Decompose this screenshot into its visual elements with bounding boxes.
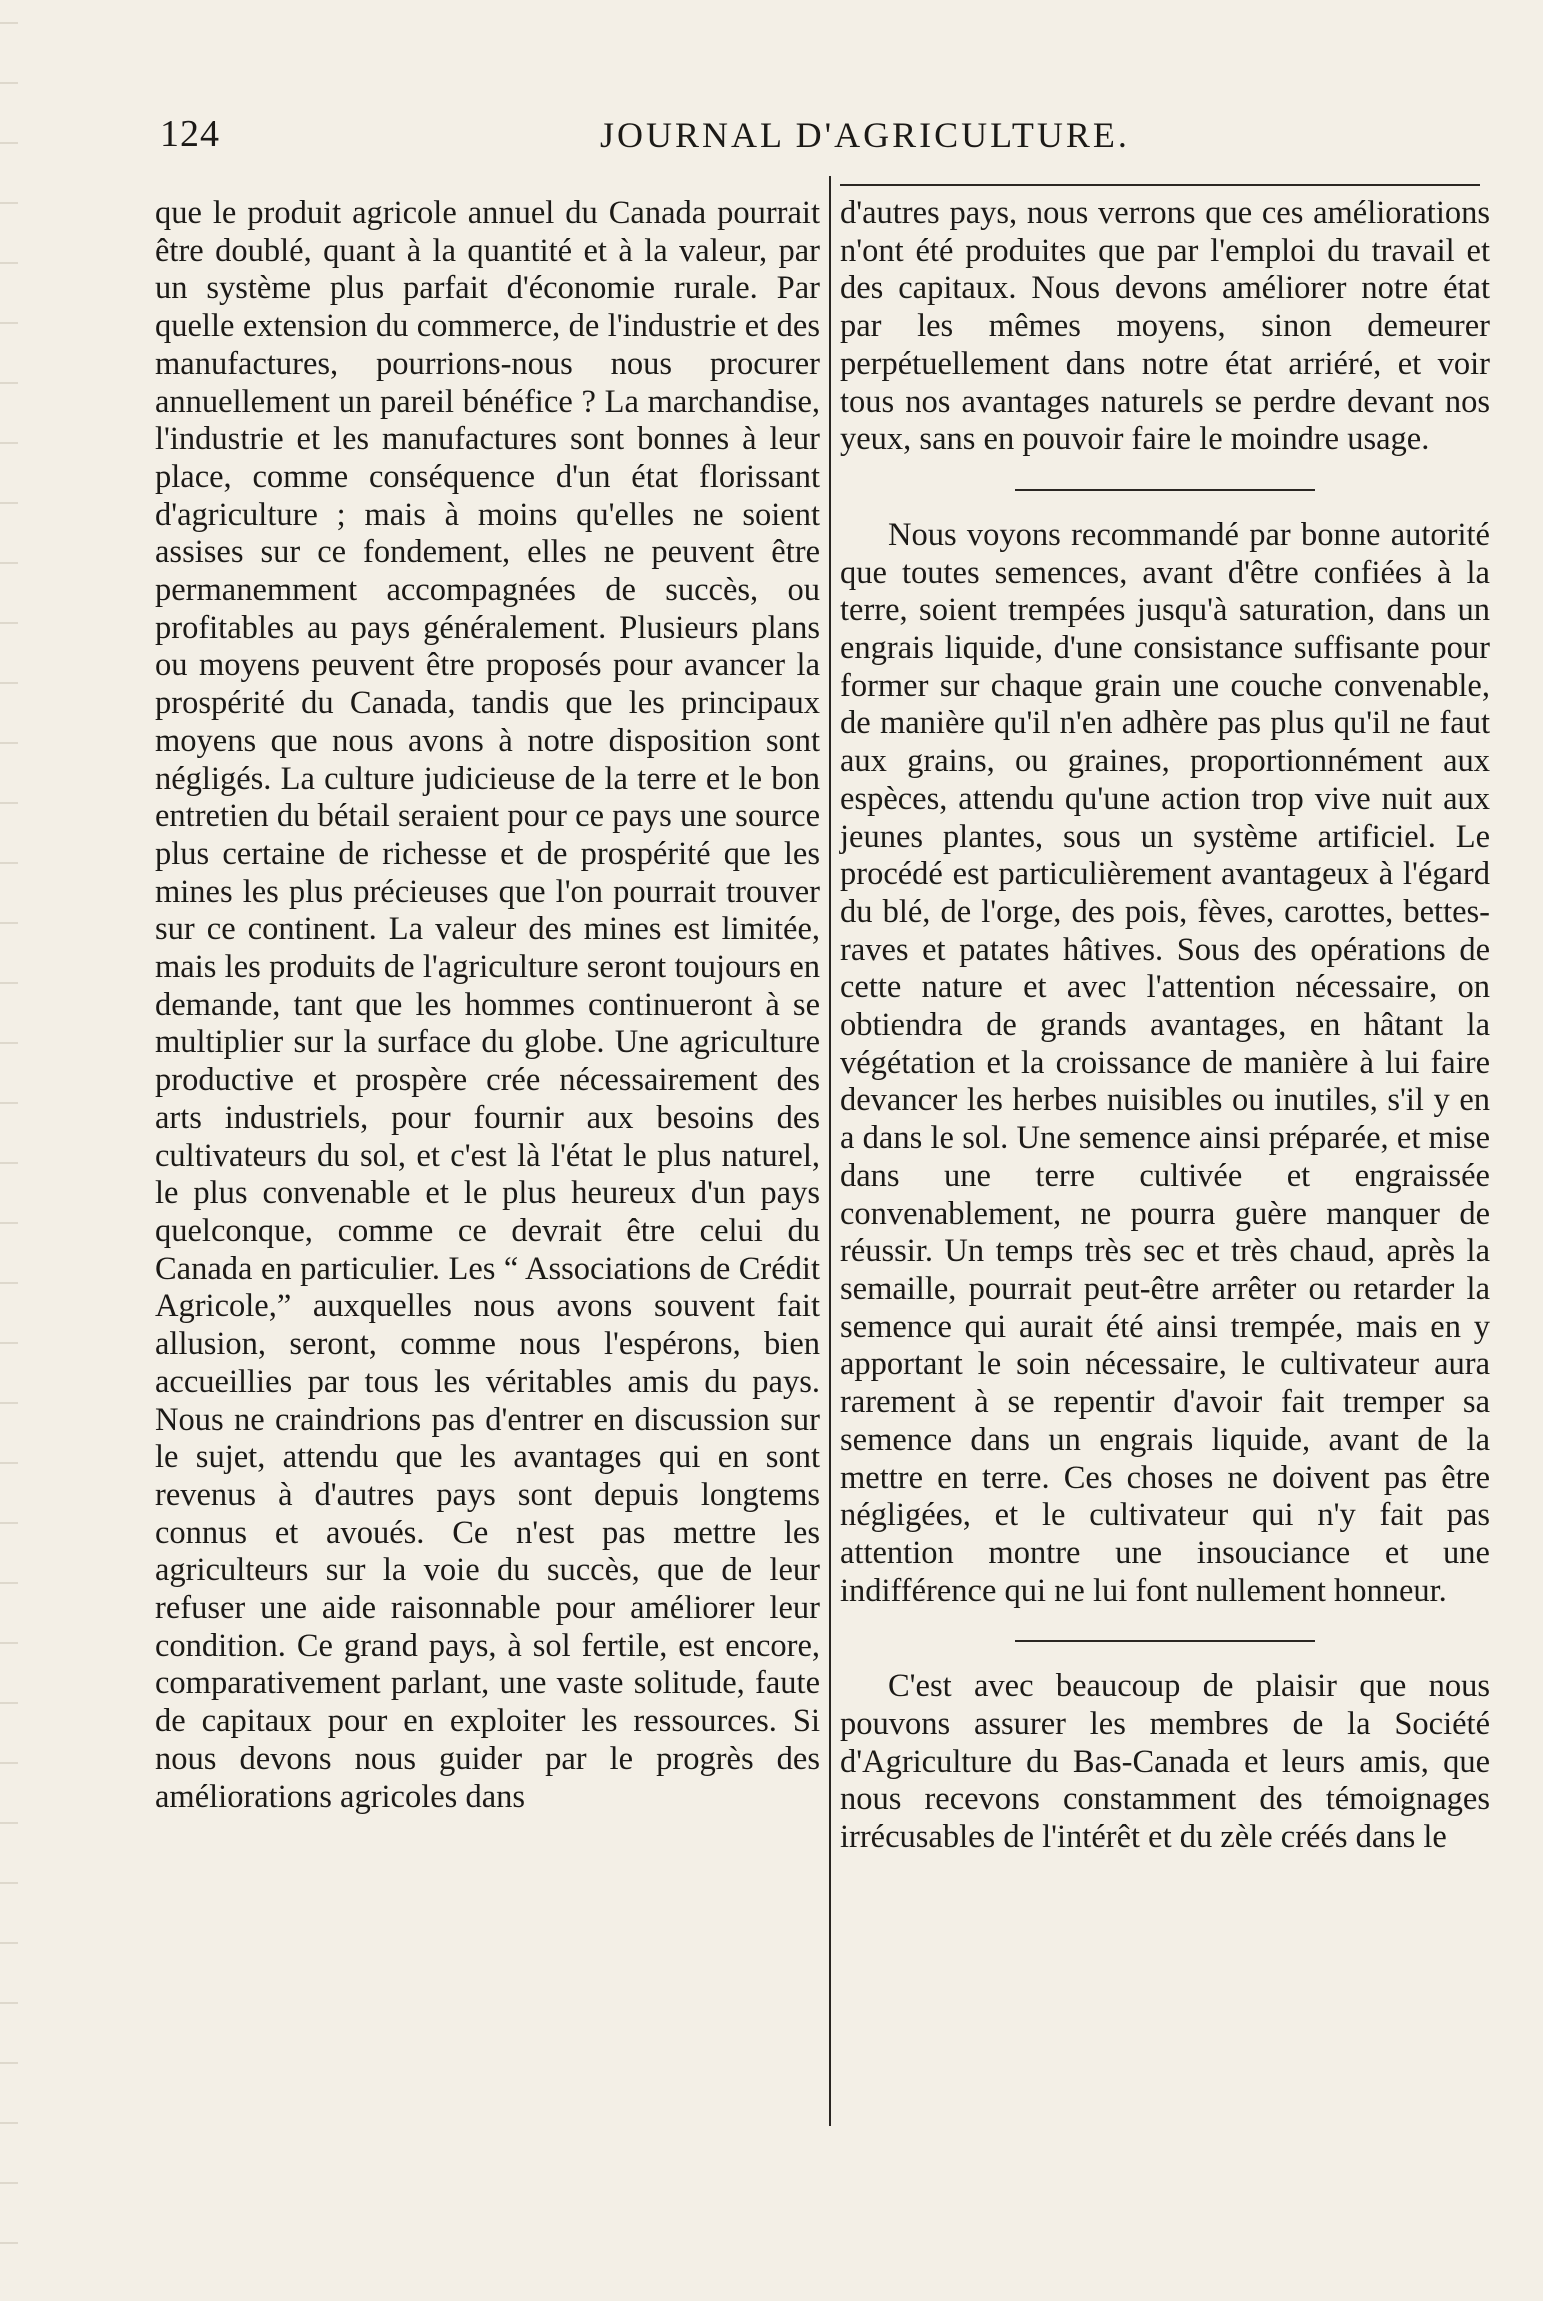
section-rule-2: [1015, 1640, 1315, 1642]
header-rule: [840, 184, 1480, 186]
column-divider: [829, 176, 831, 2126]
left-paragraph-1: que le produit agricole annuel du Canada pourrait être doublé, quant à la quantité et à la valeur, par un système plus parfait d'économie rurale. Par quelle extension du commerce, de l'industrie et des manufactures, pourrions-nous nous procurer annuellement un pareil bénéfice ? La marchandise, l'industrie et les manufactures sont bonnes à leur place, comme conséquence d'un état florissant d'agriculture ; mais à moins qu'elles ne soient assises sur ce fondement, elles ne peuvent être permanemment accompagnées de succès, ou profitables au pays généralement. Plusieurs plans ou moyens peuvent être proposés pour avancer la prospérité du Canada, tandis que les principaux moyens que nous avons à notre disposition sont négligés. La culture judicieuse de la terre et le bon entretien du bétail seraient pour ce pays une source plus certaine de richesse et de prospérité que les mines les plus précieuses que l'on pourrait trouver sur ce continent. La valeur des mines est limitée, mais les produits de l'agriculture seront toujours en demande, tant que les hommes continueront à se multiplier sur la surface du globe. Une agriculture productive et prospère crée nécessairement des arts industriels, pour fournir aux besoins des cultivateurs du sol, et c'est là l'état le plus naturel, le plus convenable et le plus heureux d'un pays quelconque, comme ce devrait être celui du Canada en particulier. Les “ Associations de Crédit Agricole,” auxquelles nous avons souvent fait allusion, seront, comme nous l'espérons, bien accueillies par tous les véritables amis du pays. Nous ne craindrions pas d'entrer en discussion sur le sujet, attendu que les avantages qui en sont revenus à d'autres pays sont depuis longtems connus et avoués. Ce n'est pas mettre les agriculteurs sur la voie du succès, que de leur refuser une aide raisonnable pour améliorer leur condition. Ce grand pays, à sol fertile, est encore, comparativement parlant, une vaste solitude, faute de capitaux pour en exploiter les ressources. Si nous devons nous guider par le progrès des améliorations agricoles dans: [155, 195, 820, 1815]
right-paragraph-2: Nous voyons recommandé par bonne autorité que toutes semences, avant d'être confiées à la terre, soient trempées jusqu'à saturation, dans un engrais liquide, d'une consistance suffisante pour former sur chaque grain une couche convenable, de manière qu'il n'en adhère pas plus qu'il ne faut aux grains, ou graines, proportionnément aux espèces, attendu qu'une action trop vive nuit aux jeunes plantes, sous un système artificiel. Le procédé est particulièrement avantageux à l'égard du blé, de l'orge, des pois, fèves, carottes, bettes-raves et patates hâtives. Sous des opérations de cette nature et avec l'attention nécessaire, on obtiendra de grands avantages, en hâtant la végétation et la croissance de manière à lui faire devancer les herbes nuisibles ou inutiles, s'il y en a dans le sol. Une semence ainsi préparée, et mise dans une terre cultivée et engraissée convenablement, ne pourra guère manquer de réussir. Un temps très sec et très chaud, après la semaille, pourrait peut-être arrêter ou retarder la semence qui aurait été ainsi trempée, mais en y apportant le soin nécessaire, le cultivateur aura rarement à se repentir d'avoir fait tremper sa semence dans un engrais liquide, avant de la mettre en terre. Ces choses ne doivent pas être négligées, et le cultivateur qui n'y fait pas attention montre une insouciance et une indifférence qui ne lui font nullement honneur.: [840, 516, 1490, 1609]
running-title: JOURNAL D'AGRICULTURE.: [600, 115, 1130, 155]
page-header: [160, 112, 1480, 172]
page-number: 124: [160, 113, 220, 155]
right-paragraph-3: C'est avec beaucoup de plaisir que nous pouvons assurer les membres de la Société d'Agriculture du Bas-Canada et leurs amis, que nous recevons constamment des témoignages irrécusables de l'intérêt et du zèle créés dans le: [840, 1668, 1490, 1856]
left-column: [155, 195, 820, 1816]
right-paragraph-1: d'autres pays, nous verrons que ces améliorations n'ont été produites que par l'emploi du travail et des capitaux. Nous devons améliorer notre état par les mêmes moyens, sinon demeurer perpétuellement dans notre état arriéré, et voir tous nos avantages naturels se perdre devant nos yeux, sans en pouvoir faire le moindre usage.: [840, 195, 1490, 458]
section-rule-1: [1015, 489, 1315, 491]
right-column: [840, 195, 1490, 1857]
binding-gutter: [0, 0, 18, 2301]
